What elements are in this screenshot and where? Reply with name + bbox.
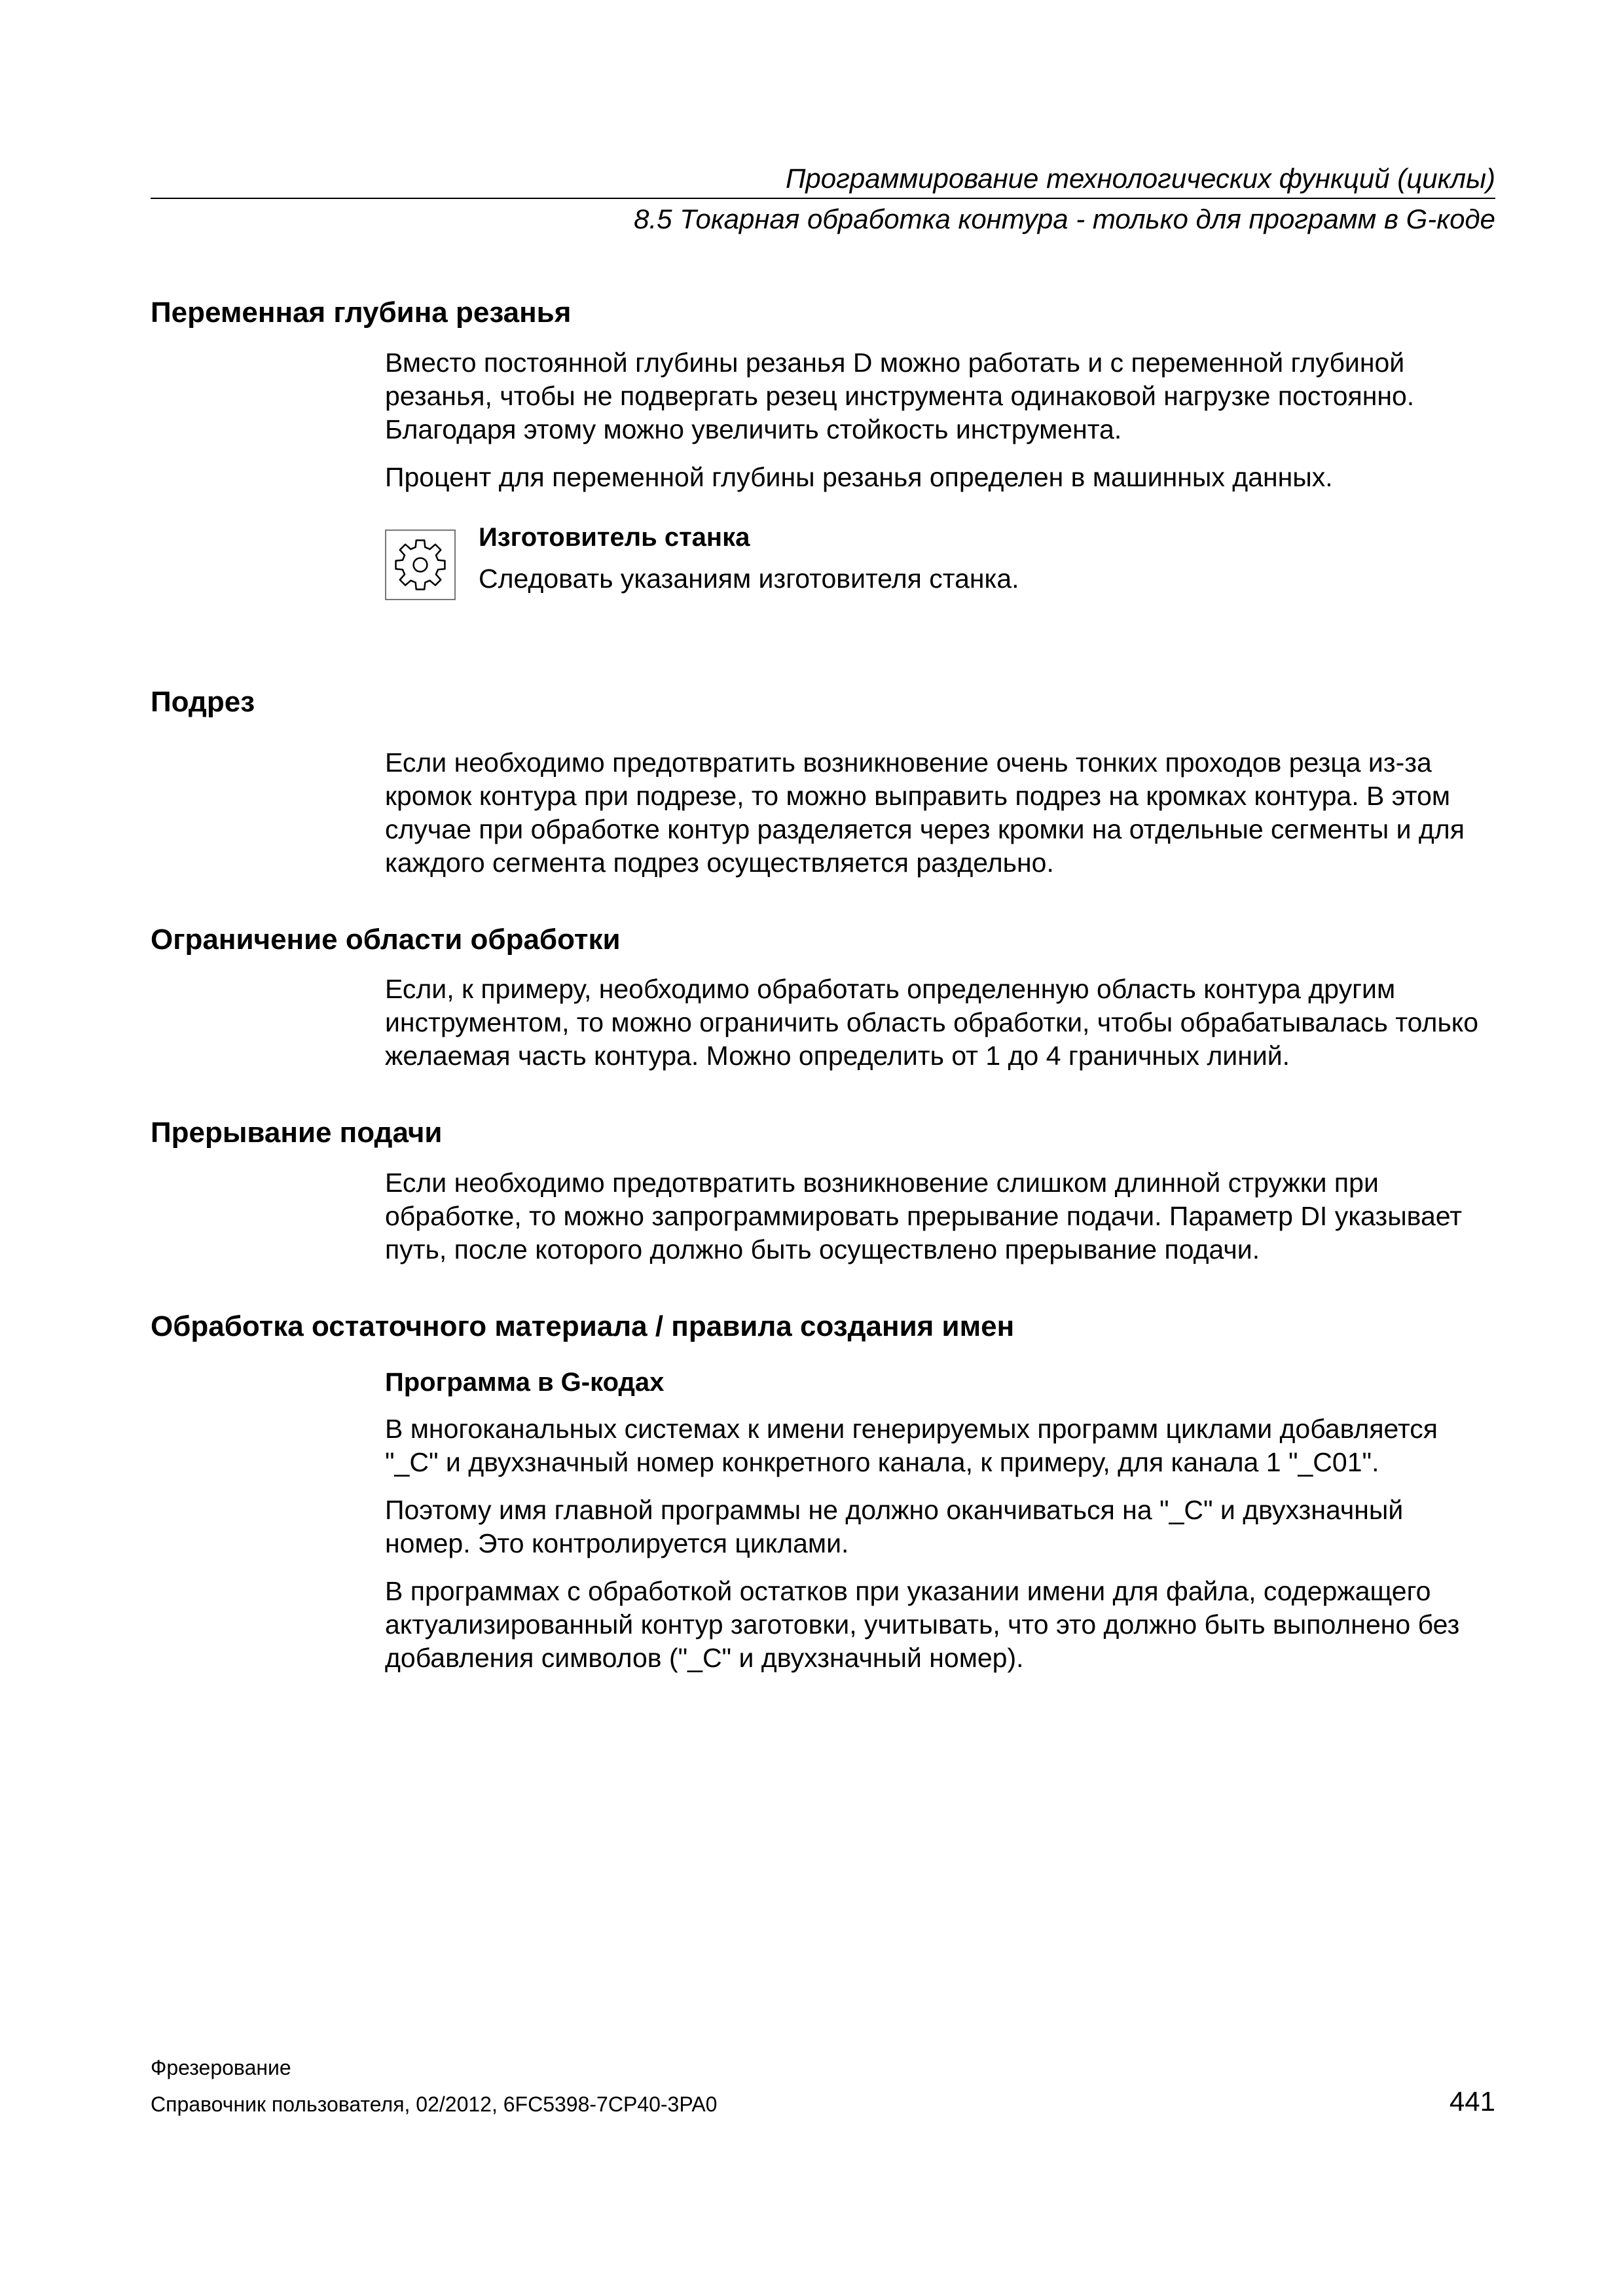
paragraph: Процент для переменной глубины резанья определен в машинных данных. (385, 461, 1333, 492)
section-heading: Подрез (151, 685, 255, 718)
section-variable-depth (151, 296, 1495, 607)
paragraph: Поэтому имя главной программы не должно оканчиваться на "_C" и двухзначный номер. Это контролируется циклами. (385, 1494, 1404, 1558)
running-header-chapter: Программирование технологических функций (циклы) (785, 163, 1495, 194)
page-content (151, 296, 1495, 1689)
paragraph: Если необходимо предотвратить возникновение очень тонких проходов резца из-за кромок контура при подрезе, то можно выправить подрез на кромках контура. В этом случае при обработке контур разделяется через кромки на отдельные сегменты и для каждого сегмента подрез осуществляется раздельно. (385, 747, 1465, 878)
machine-manufacturer-note (385, 522, 1495, 607)
page-number: 441 (1449, 2086, 1495, 2117)
section-undercut (151, 685, 1495, 880)
section-machining-area-limit (151, 923, 1495, 1073)
footer-document-reference: Справочник пользователя, 02/2012, 6FC5398-7CP40-3PA0 (151, 2092, 718, 2116)
section-residual-material (151, 1310, 1495, 1675)
note-body: Следовать указаниям изготовителя станка. (479, 563, 1019, 594)
note-title: Изготовитель станка (479, 522, 750, 552)
paragraph: В многоканальных системах к имени генерируемых программ циклами добавляется "_C" и двухзначный номер конкретного канала, к примеру, для канала 1 "_C01". (385, 1413, 1438, 1477)
sub-heading: Программа в G-кодах (385, 1367, 665, 1397)
section-feed-interruption (151, 1116, 1495, 1266)
section-body (385, 1367, 1495, 1675)
footer-document-title: Фрезерование (151, 2056, 291, 2079)
running-header-section: 8.5 Токарная обработка контура - только для программ в G-коде (634, 204, 1495, 234)
section-body (385, 1166, 1495, 1266)
header-divider (151, 198, 1495, 199)
section-body (385, 973, 1495, 1073)
paragraph: Если, к примеру, необходимо обработать определенную область контура другим инструментом, то можно ограничить область обработки, чтобы обрабатывалась только желаемая часть контура. Можно определить от 1 до 4 граничных линий. (385, 974, 1479, 1071)
paragraph: Вместо постоянной глубины резанья D можно работать и с переменной глубиной резанья, чтобы не подвергать резец инструмента одинаковой нагрузке постоянно. Благодаря этому можно увеличить стойкость инструмента. (385, 347, 1415, 444)
section-heading: Прерывание подачи (151, 1117, 443, 1149)
paragraph: В программах с обработкой остатков при указании имени для файла, содержащего актуализированный контур заготовки, учитывать, что это должно быть выполнено без добавления символов ("_C" и двухзначный номер). (385, 1575, 1460, 1673)
note-text (479, 522, 1019, 596)
gear-icon (385, 529, 456, 600)
paragraph: Если необходимо предотвратить возникновение слишком длинной стружки при обработке, то можно запрограммировать прерывание подачи. Параметр DI указывает путь, после которого должно быть осуществлено прерывание подачи. (385, 1168, 1463, 1265)
section-heading: Обработка остаточного материала / правила создания имен (151, 1310, 1015, 1343)
section-heading: Переменная глубина резанья (151, 296, 572, 329)
section-heading: Ограничение области обработки (151, 923, 621, 956)
section-body (385, 346, 1495, 607)
section-body (385, 746, 1495, 880)
